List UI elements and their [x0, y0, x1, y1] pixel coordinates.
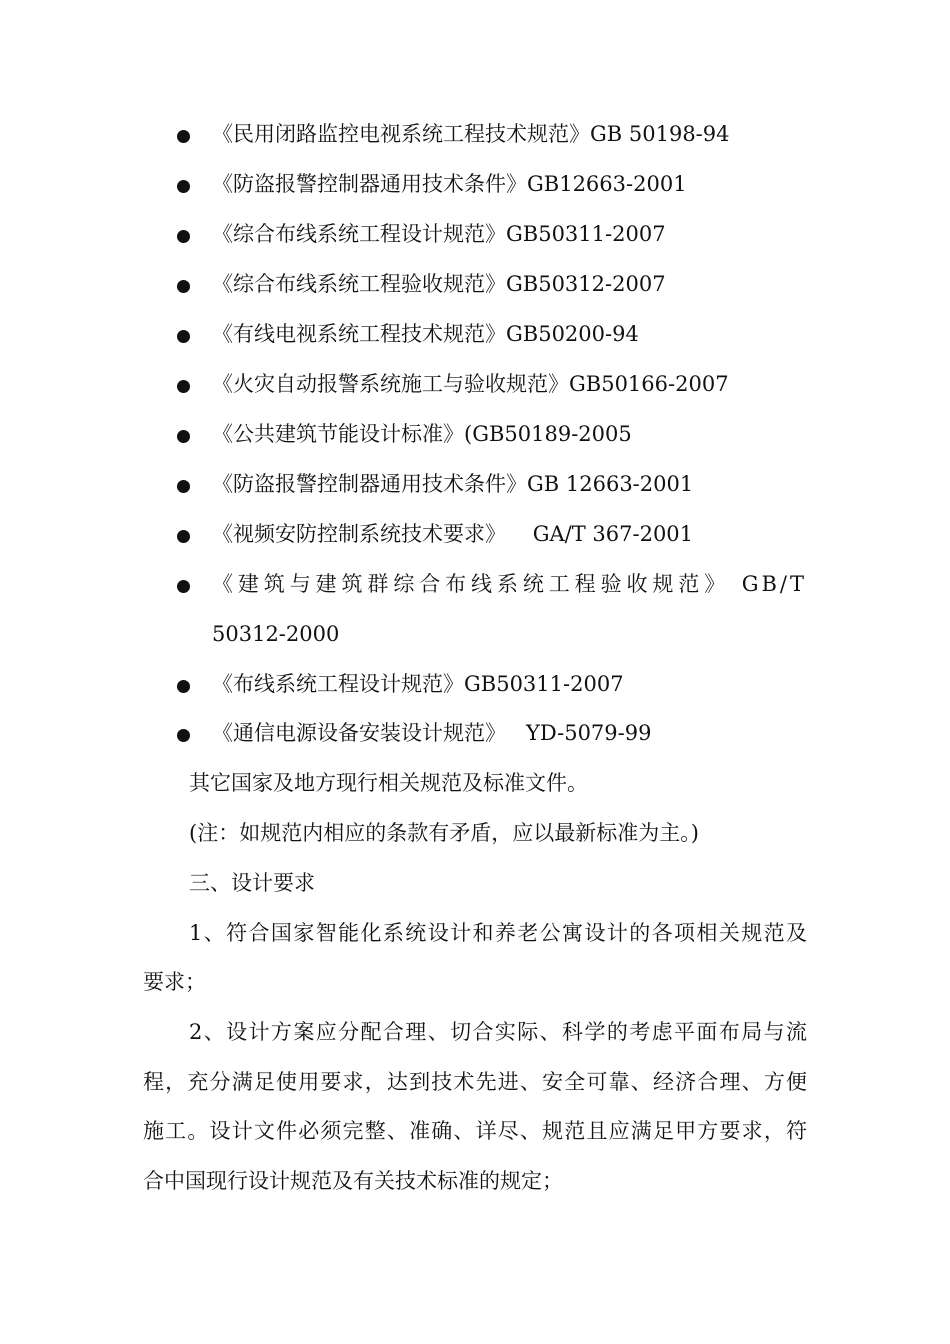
standard-title: 《视频安防控制系统技术要求》 [212, 522, 506, 546]
requirement-2-line: 程，充分满足使用要求，达到技术先进、安全可靠、经济合理、方便 [143, 1070, 807, 1094]
requirement-2-line: 施工。设计文件必须完整、准确、详尽、规范且应满足甲方要求，符 [143, 1119, 807, 1143]
bullet-icon [177, 380, 190, 393]
standard-text [212, 464, 693, 504]
standard-code: GA/T 367-2001 [506, 522, 694, 546]
standard-code: GB50200-94 [506, 322, 639, 346]
standard-item [0, 214, 950, 254]
requirement-2-line: 2、设计方案应分配合理、切合实际、科学的考虑平面布局与流 [189, 1020, 807, 1044]
standard-title: 《布线系统工程设计规范》 [212, 672, 464, 696]
standard-text [212, 713, 651, 753]
standard-code: GB50311-2007 [506, 222, 666, 246]
standard-title: 《综合布线系统工程验收规范》 [212, 272, 506, 296]
standard-title: 《民用闭路监控电视系统工程技术规范》 [212, 122, 590, 146]
requirement-1-line: 1、符合国家智能化系统设计和养老公寓设计的各项相关规范及 [189, 921, 807, 945]
standard-item [0, 713, 950, 753]
standard-item [0, 164, 950, 204]
standard-title: 《综合布线系统工程设计规范》 [212, 222, 506, 246]
bullet-icon [177, 480, 190, 493]
standard-code: GB 50198-94 [590, 122, 730, 146]
standard-text [212, 564, 807, 604]
standard-text [212, 514, 693, 554]
bullet-icon [177, 180, 190, 193]
bullet-icon [177, 580, 190, 593]
section-heading: 三、设计要求 [189, 871, 315, 895]
note-text: (注：如规范内相应的条款有矛盾，应以最新标准为主。) [189, 821, 699, 845]
standard-item [0, 264, 950, 304]
standard-text [212, 264, 666, 304]
standard-code: GB50166-2007 [569, 372, 729, 396]
bullet-icon [177, 280, 190, 293]
standard-title: 《有线电视系统工程技术规范》 [212, 322, 506, 346]
standard-text [212, 214, 666, 254]
standard-text [212, 414, 632, 454]
standard-title: 《建筑与建筑群综合布线系统工程验收规范》 [212, 572, 731, 596]
standard-title: 《防盗报警控制器通用技术条件》 [212, 472, 527, 496]
standard-title: 《公共建筑节能设计标准》 [212, 422, 464, 446]
standard-code: YD-5079-99 [506, 721, 652, 745]
standard-item [0, 314, 950, 354]
bullet-icon [177, 330, 190, 343]
standard-item [0, 464, 950, 504]
requirement-1-line: 要求； [143, 970, 206, 994]
standard-code-continuation: 50312-2000 [212, 622, 340, 646]
bullet-icon [177, 729, 190, 742]
standard-code: (GB50189-2005 [464, 422, 632, 446]
standard-text [212, 114, 730, 154]
standard-text [212, 364, 729, 404]
standard-title: 《通信电源设备安装设计规范》 [212, 721, 506, 745]
standard-text [212, 314, 639, 354]
standard-title: 《火灾自动报警系统施工与验收规范》 [212, 372, 569, 396]
standard-item [0, 664, 950, 704]
bullet-icon [177, 230, 190, 243]
standard-text [212, 164, 687, 204]
other-standards-text: 其它国家及地方现行相关规范及标准文件。 [189, 771, 588, 795]
bullet-icon [177, 680, 190, 693]
standard-code: GB 12663-2001 [527, 472, 694, 496]
standard-item [0, 564, 950, 604]
standard-code: GB12663-2001 [527, 172, 687, 196]
bullet-icon [177, 130, 190, 143]
bullet-icon [177, 530, 190, 543]
requirement-2-line: 合中国现行设计规范及有关技术标准的规定； [143, 1169, 563, 1193]
standard-text [212, 664, 624, 704]
standard-code: GB50312-2007 [506, 272, 666, 296]
bullet-icon [177, 430, 190, 443]
standard-item [0, 114, 950, 154]
standard-item [0, 364, 950, 404]
standard-code: GB/T [730, 572, 807, 596]
standard-code: GB50311-2007 [464, 672, 624, 696]
standard-item [0, 414, 950, 454]
standard-title: 《防盗报警控制器通用技术条件》 [212, 172, 527, 196]
standard-item [0, 514, 950, 554]
